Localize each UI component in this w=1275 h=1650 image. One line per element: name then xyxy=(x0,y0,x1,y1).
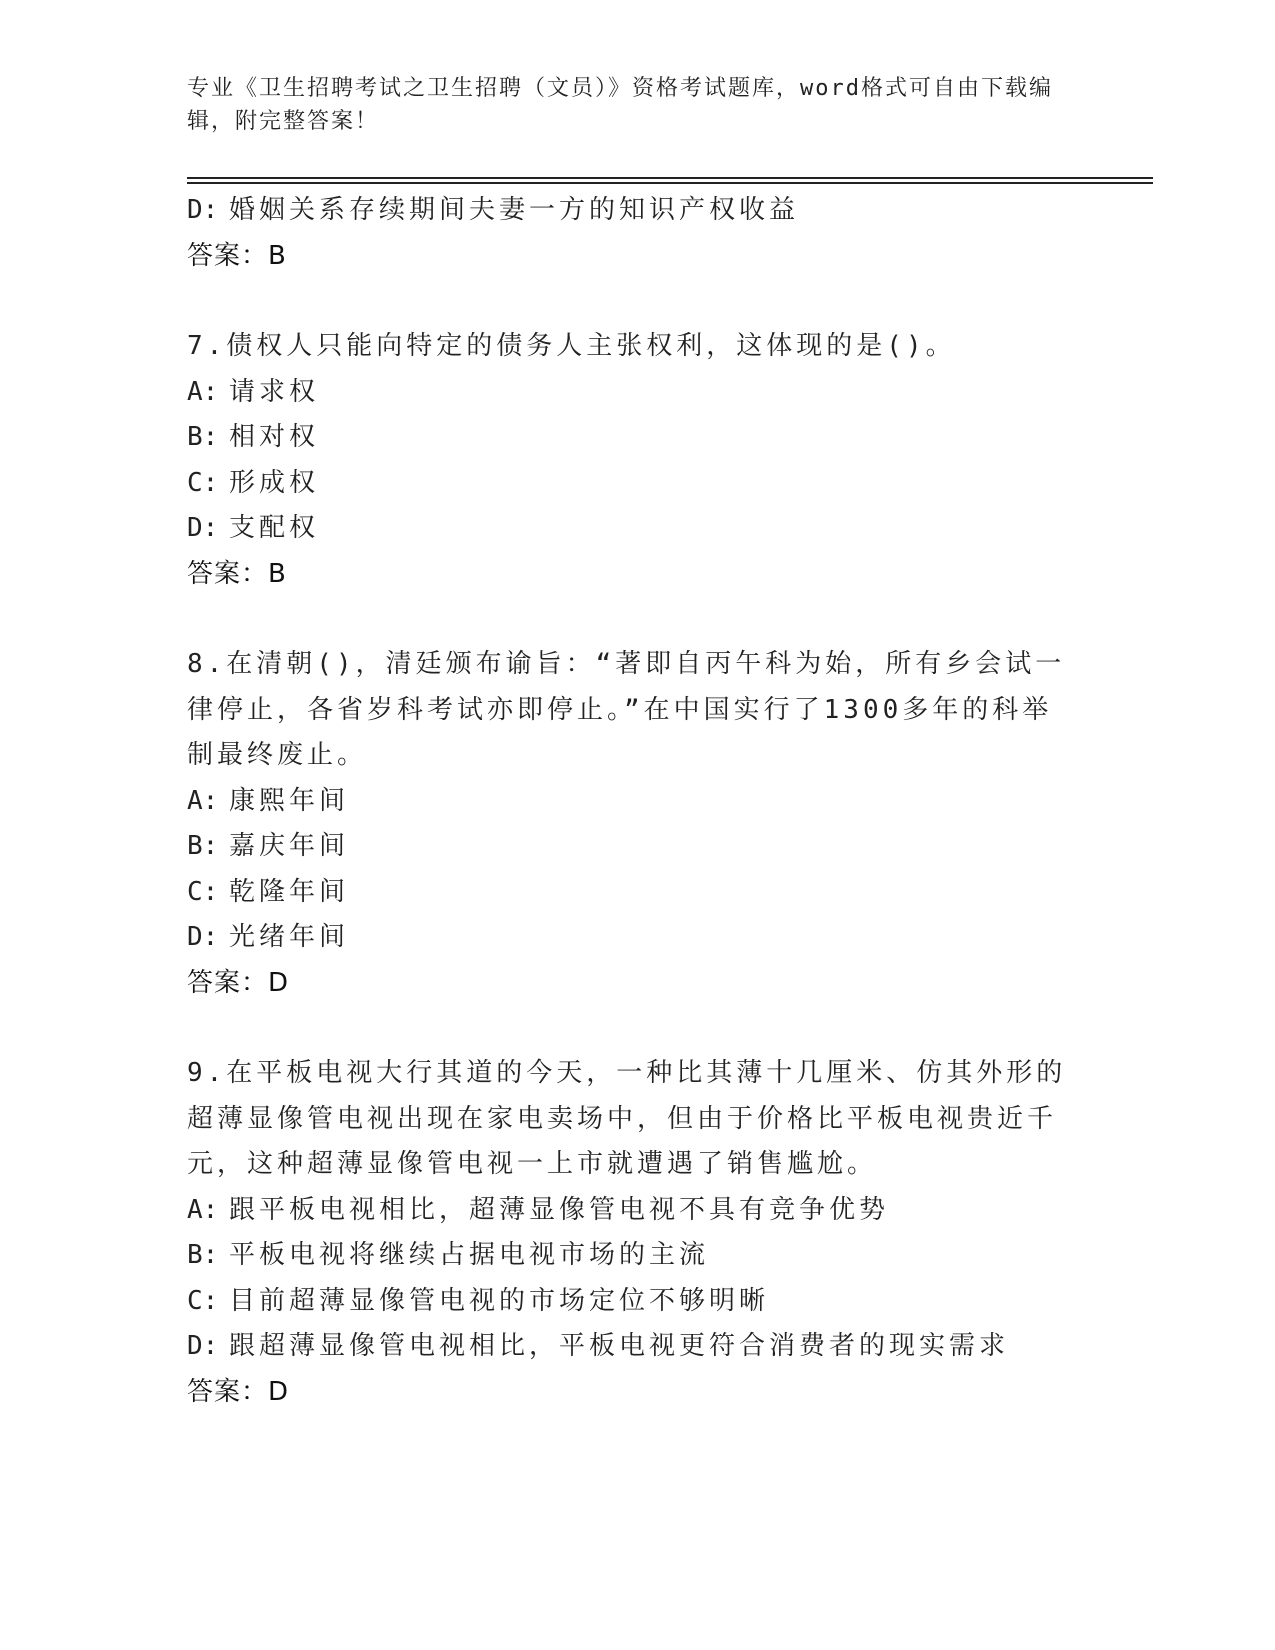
option-a: A: 请求权 xyxy=(187,376,320,407)
option-a: A: 跟平板电视相比，超薄显像管电视不具有竞争优势 xyxy=(187,1194,890,1225)
option-c: C: 形成权 xyxy=(187,467,320,498)
question-9 xyxy=(187,1051,1087,1415)
answer-line: 答案：B xyxy=(187,558,287,589)
option-c: C: 目前超薄显像管电视的市场定位不够明晰 xyxy=(187,1285,770,1316)
question-list xyxy=(187,188,1087,1415)
question-stem: 9.在平板电视大行其道的今天，一种比其薄十几厘米、仿其外形的超薄显像管电视出现在家电卖场中，但由于价格比平板电视贵近千元，这种超薄显像管电视一上市就遭遇了销售尴尬。 xyxy=(187,1058,1067,1179)
option-b: B: 嘉庆年间 xyxy=(187,831,350,861)
option-d: D: 婚姻关系存续期间夫妻一方的知识产权收益 xyxy=(187,195,800,225)
question-stem: 8.在清朝()，清廷颁布谕旨：“著即自丙午科为始，所有乡会试一律停止，各省岁科考试亦即停止。”在中国实行了1300多年的科举制最终废止。 xyxy=(187,649,1066,770)
option-c: C: 乾隆年间 xyxy=(187,876,350,907)
option-b: B: 相对权 xyxy=(187,422,320,452)
question-8 xyxy=(187,642,1087,1006)
answer-line: 答案：B xyxy=(187,240,287,271)
question-7 xyxy=(187,324,1087,597)
header-divider-top xyxy=(187,177,1153,179)
option-b: B: 平板电视将继续占据电视市场的主流 xyxy=(187,1240,710,1270)
option-d: D: 支配权 xyxy=(187,513,320,543)
document-header: 专业《卫生招聘考试之卫生招聘（文员）》资格考试题库，word格式可自由下载编辑，附完整答案！ xyxy=(187,76,1053,134)
answer-line: 答案：D xyxy=(187,1376,290,1407)
continued-question xyxy=(187,188,1087,279)
option-d: D: 光绪年间 xyxy=(187,922,350,952)
option-a: A: 康熙年间 xyxy=(187,785,350,816)
header-divider-bottom xyxy=(187,182,1153,184)
option-d: D: 跟超薄显像管电视相比，平板电视更符合消费者的现实需求 xyxy=(187,1331,1010,1361)
question-stem: 7.债权人只能向特定的债务人主张权利，这体现的是()。 xyxy=(187,331,956,361)
answer-line: 答案：D xyxy=(187,967,290,998)
